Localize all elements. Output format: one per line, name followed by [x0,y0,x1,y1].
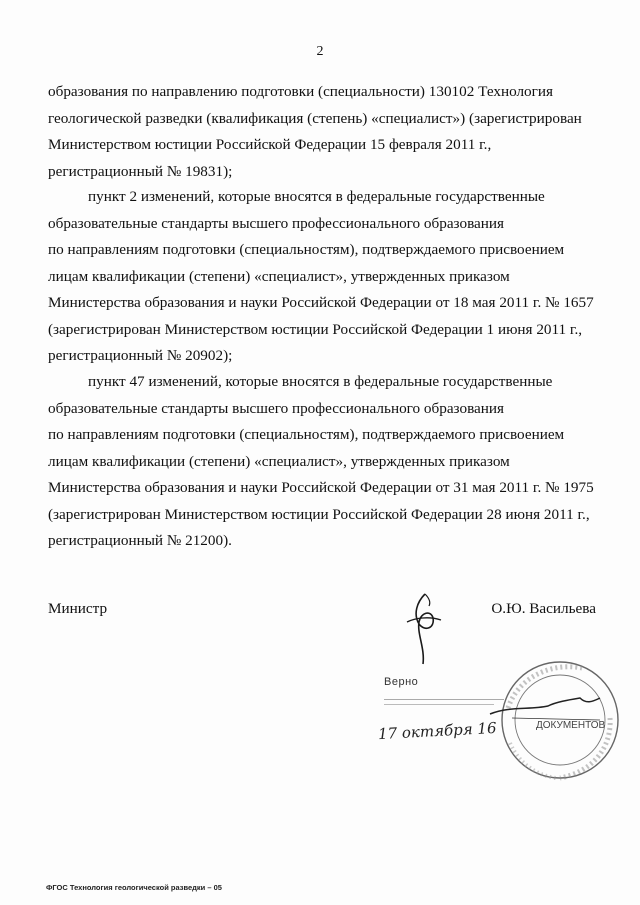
paragraph-line: регистрационный № 19831); [48,162,233,180]
paragraph-line: Министерства образования и науки Российской Федерации от 31 мая 2011 г. № 1975 [48,479,594,496]
certification-label: Верно [384,676,419,688]
paragraph-line: образовательные стандарты высшего профессионального образования [48,214,505,232]
paragraph-line: (зарегистрирован Министерством юстиции Российской Федерации 1 июня 2011 г., [48,320,583,338]
signatory-name: О.Ю. Васильева [491,600,596,617]
paragraph-line: лицам квалификации (степени) «специалист», утвержденных приказом [48,452,510,470]
handwritten-date: 17 октября 16 [377,718,497,744]
paragraph-line: регистрационный № 20902); [48,347,233,364]
paragraph-line: лицам квалификации (степени) «специалист», утвержденных приказом [48,267,510,285]
paragraph-line: Министерства образования и науки Российской Федерации от 18 мая 2011 г. № 1657 [48,294,594,311]
paragraph-line: по направлениям подготовки (специальностям), подтверждаемого присвоением [48,426,565,443]
paragraph-line: геологической разведки (квалификация (степень) «специалист») (зарегистрирован [48,109,582,127]
paragraph-line: (зарегистрирован Министерством юстиции Российской Федерации 28 июня 2011 г., [48,505,590,523]
paragraph-line: образования по направлению подготовки (специальности) 130102 Технология [48,83,553,100]
paragraph-line: регистрационный № 21200). [48,532,232,549]
paragraph-line: Министерством юстиции Российской Федерации 15 февраля 2011 г., [48,136,492,153]
paragraph-line: пункт 47 изменений, которые вносятся в федеральные государственные [88,373,553,390]
paragraph-1 [48,79,596,185]
page-number: 2 [316,44,324,59]
paragraph-3 [48,369,596,555]
paragraph-line: пункт 2 изменений, которые вносятся в федеральные государственные [88,188,545,205]
paragraph-line: образовательные стандарты высшего профессионального образования [48,399,505,417]
signatory-position: Министр [48,600,108,617]
stamp-text: ДОКУМЕНТОВ [536,720,606,731]
certification-faded-text [384,694,534,705]
page-footer: ФГОС Технология геологической разведки – 05 [46,883,222,892]
paragraph-2 [48,184,596,370]
paragraph-line: по направлениям подготовки (специальностям), подтверждаемого присвоением [48,241,565,258]
official-stamp-seal [360,648,620,788]
